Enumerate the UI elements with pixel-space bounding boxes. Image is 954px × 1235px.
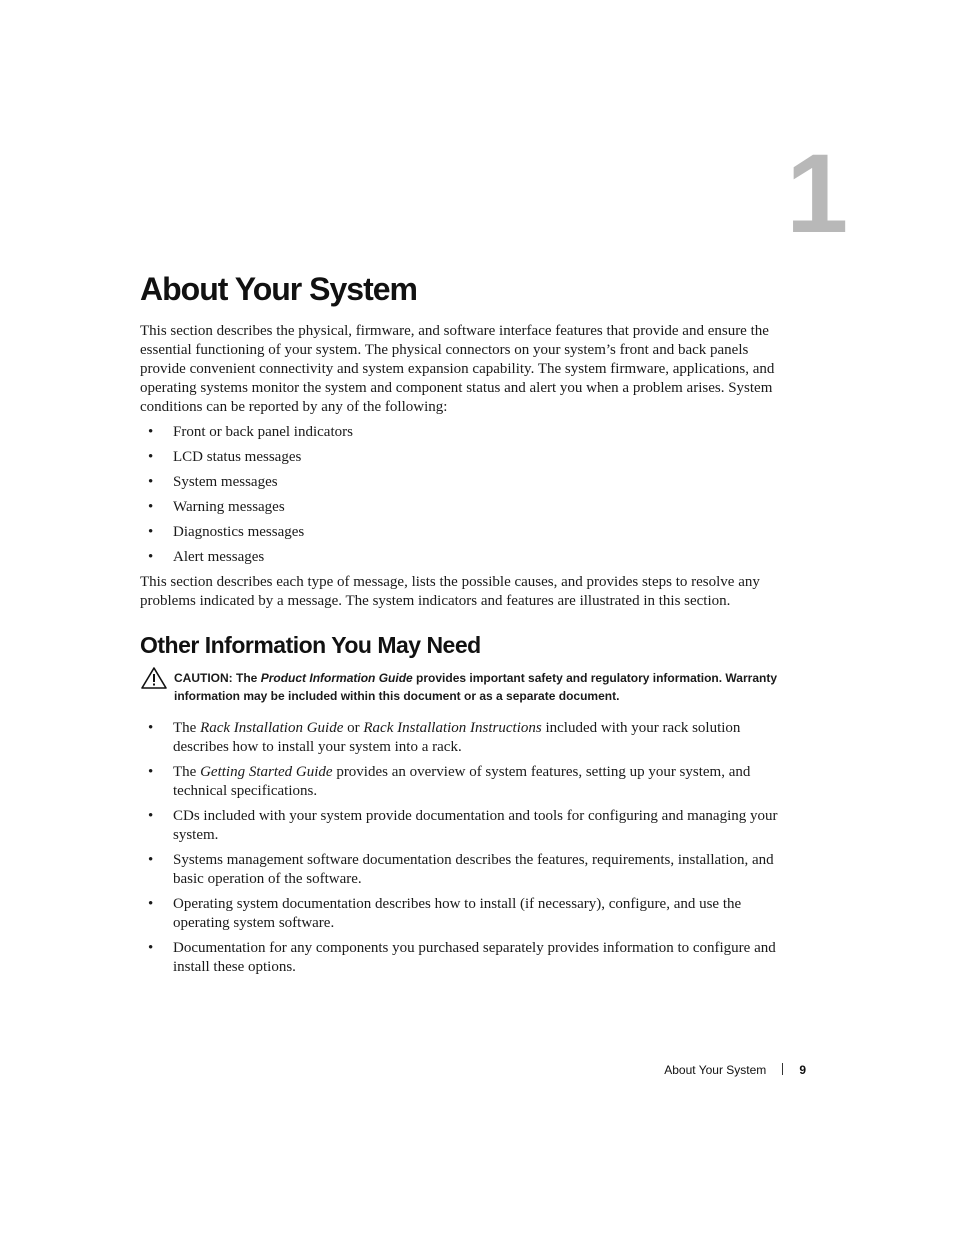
list-item: • Diagnostics messages (148, 524, 305, 540)
documentation-list (140, 719, 788, 977)
list-item: • Alert messages (148, 549, 265, 565)
list-item: • Operating system documentation describes how to install (if necessary), configure, and use the operating system software. (148, 896, 742, 931)
section-heading: Other Information You May Need (140, 632, 481, 658)
list-item: • CDs included with your system provide documentation and tools for configuring and managing your system. (148, 808, 778, 843)
page-number: 9 (799, 1063, 806, 1077)
list-item: • Documentation for any components you purchased separately provides information to configure and install these options. (148, 940, 776, 975)
caution-doc-title: Product Information Guide (260, 671, 413, 685)
list-item: • Systems management software documentation describes the features, requirements, installation, and basic operation of the software. (148, 852, 774, 887)
list-item: • Front or back panel indicators (148, 424, 353, 440)
list-item: • Warning messages (148, 499, 285, 515)
footer-section-title: About Your System (664, 1063, 767, 1077)
list-item: • The Rack Installation Guide or Rack Installation Instructions included with your rack solution describes how to install your system into a rack. (148, 720, 741, 755)
summary-paragraph: This section describes each type of message, lists the possible causes, and provides steps to resolve any problems indicated by a message. The system indicators and features are illustrated in this section. (140, 574, 760, 609)
conditions-list (140, 423, 788, 567)
page-content (140, 270, 788, 983)
page-title: About Your System (140, 271, 417, 307)
page-footer (664, 1062, 806, 1078)
caution-label: CAUTION: (174, 671, 233, 685)
footer-divider (782, 1063, 783, 1075)
caution-note: CAUTION: The Product Information Guide provides important safety and regulatory information. Warranty information may be included within this document or as a separate document. (140, 669, 788, 705)
chapter-number: 1 (786, 131, 849, 256)
list-item: • System messages (148, 474, 278, 490)
list-item: • LCD status messages (148, 449, 302, 465)
intro-paragraph: This section describes the physical, firmware, and software interface features that provide and ensure the essential functioning of your system. The physical connectors on your system’s front and back panels provide convenient connectivity and system expansion capability. The system firmware, applications, and operating systems monitor the system and component status and alert you when a problem arises. System conditions can be reported by any of the following: (140, 323, 775, 415)
warning-triangle-icon (140, 666, 168, 690)
list-item: • The Getting Started Guide provides an overview of system features, setting up your system, and technical specifications. (148, 764, 751, 799)
